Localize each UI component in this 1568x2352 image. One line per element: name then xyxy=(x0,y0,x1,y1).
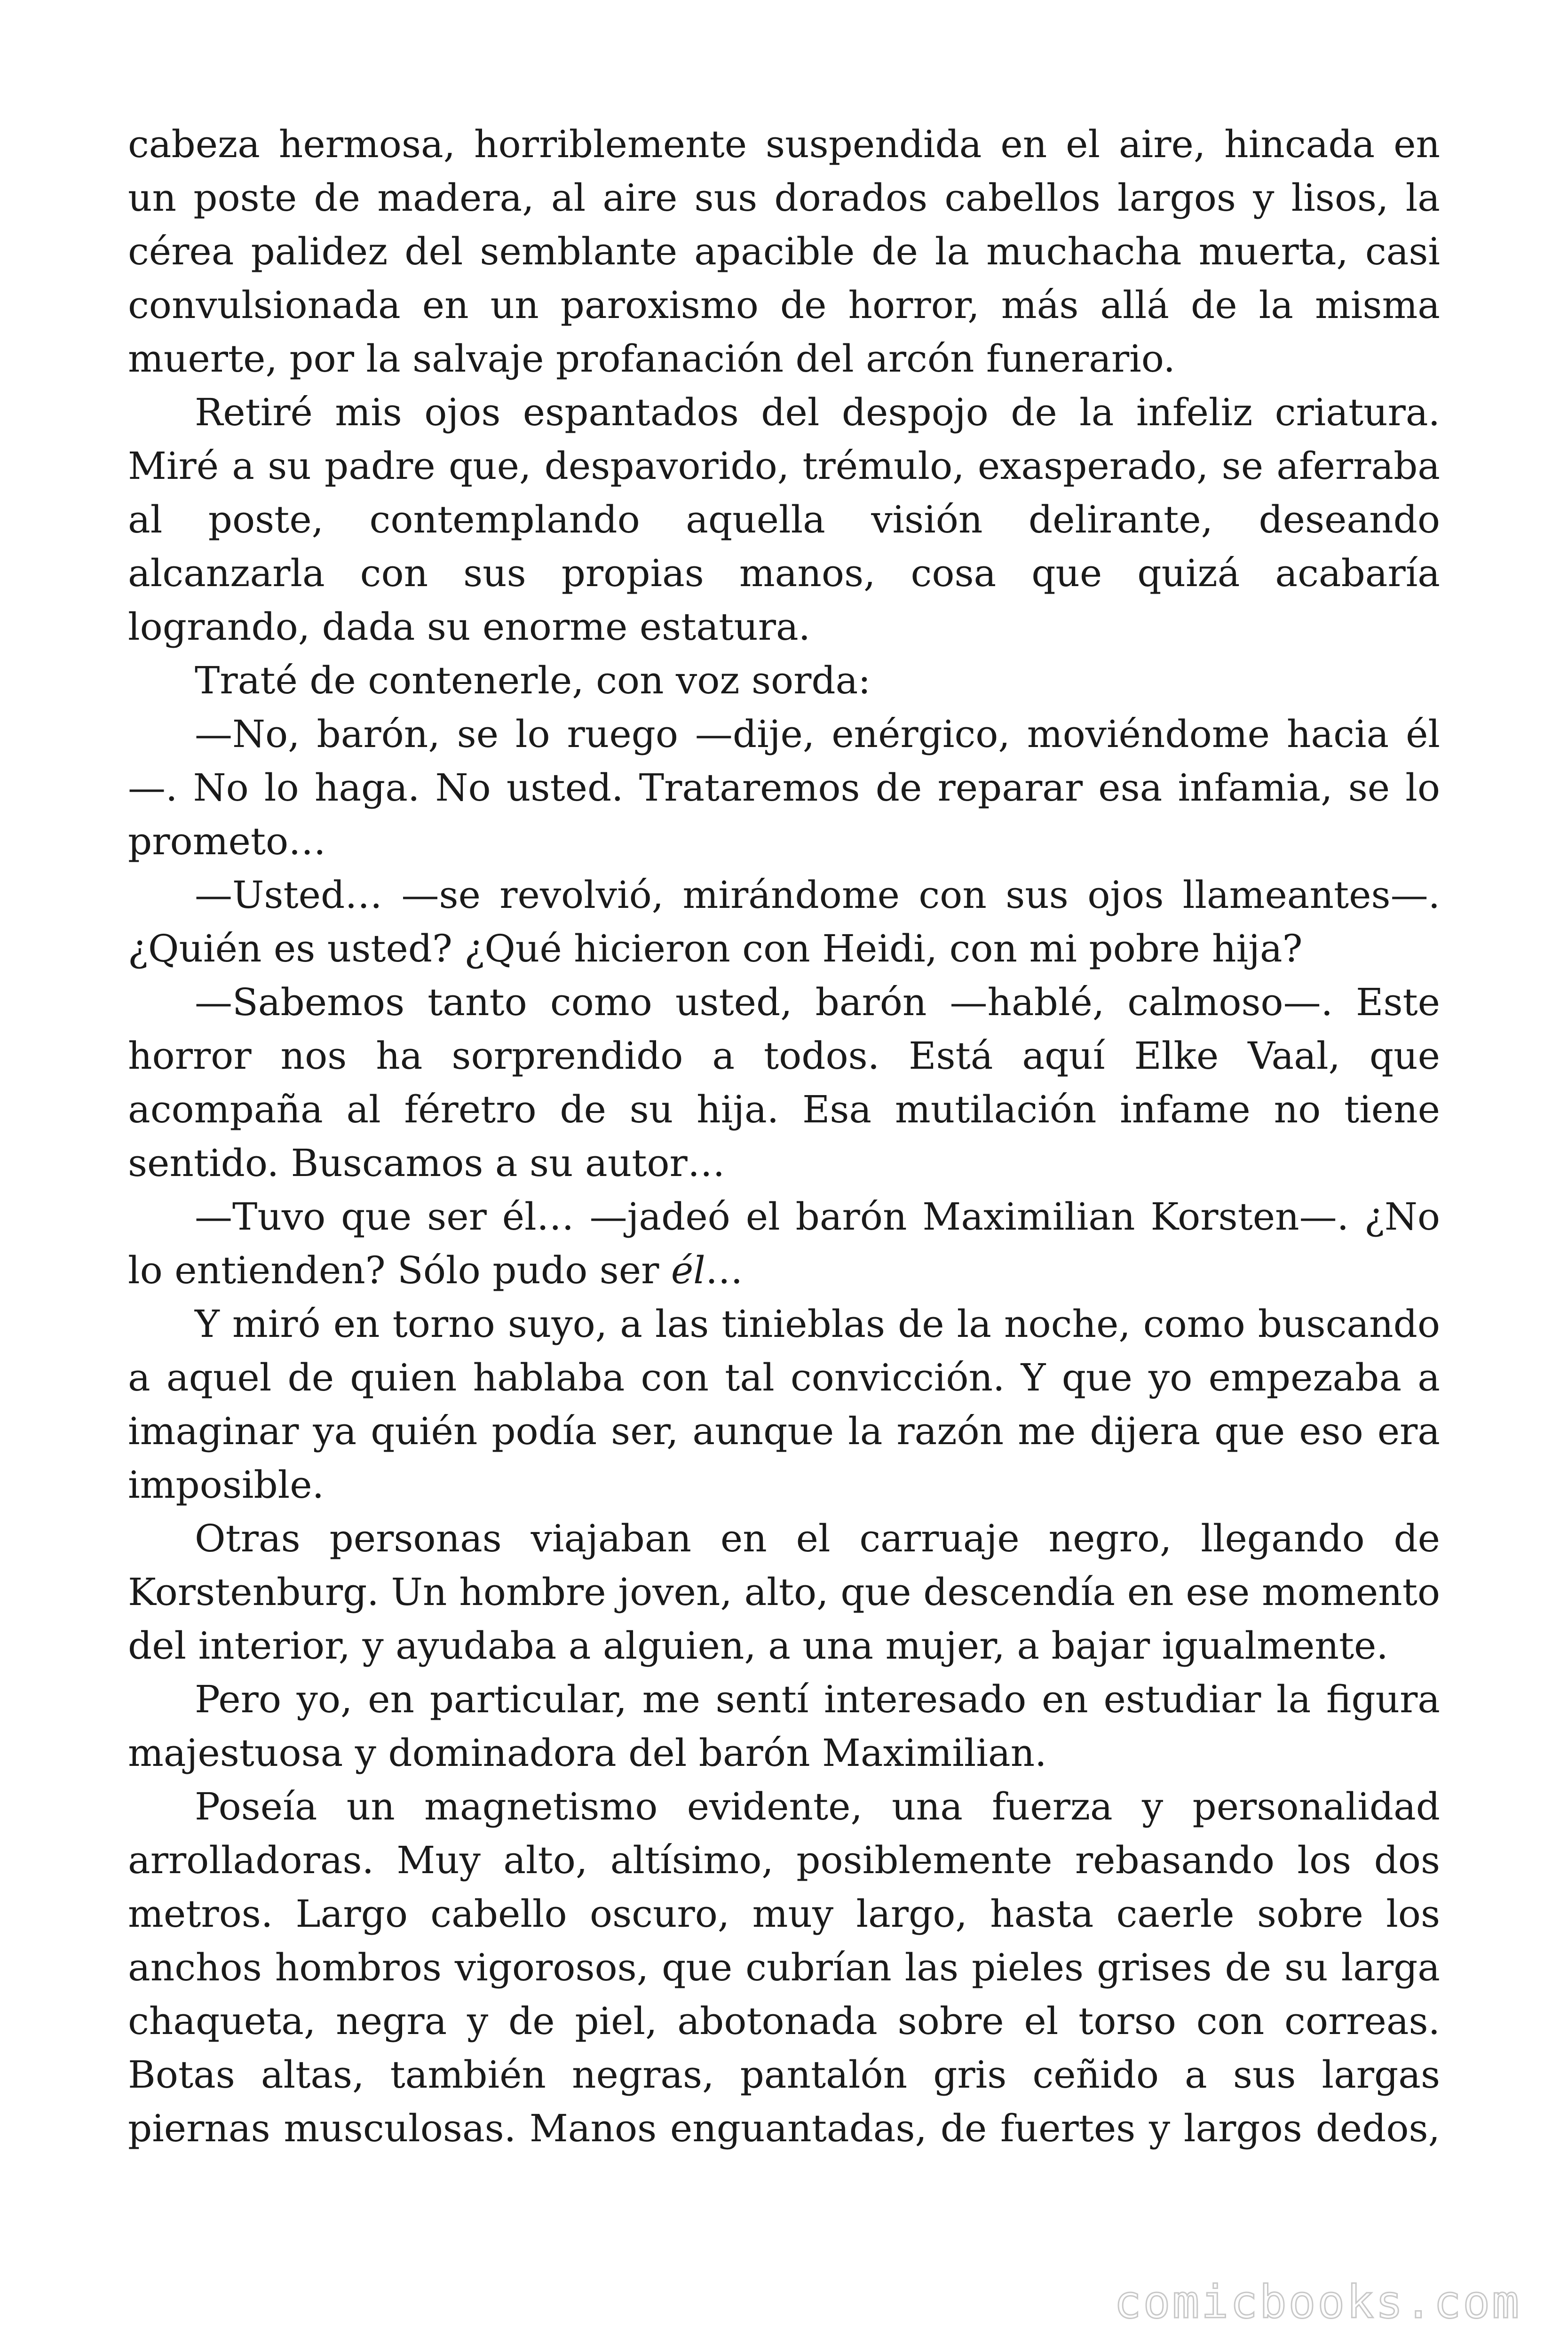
paragraph-text: cabeza hermosa, horriblemente suspendida en el aire, hincada en un poste de madera, al aire sus dorados cabellos largos y lisos, la cérea palidez del semblante apacible de la muchacha muerta, casi convulsionada en un paroxismo de horror, más allá de la misma muerte, por la salvaje profanación del arcón funerario. xyxy=(128,122,1440,381)
paragraph-text: —No, barón, se lo ruego —dije, enérgico, moviéndome hacia él —. No lo haga. No usted. Trataremos de reparar esa infamia, se lo prometo… xyxy=(128,712,1440,863)
paragraph-10 xyxy=(128,1673,1440,1780)
paragraph-text: … xyxy=(705,1248,743,1292)
paragraph-text: —Sabemos tanto como usted, barón —hablé, calmoso—. Este horror nos ha sorprendido a todos. Está aquí Elke Vaal, que acompaña al féretro de su hija. Esa mutilación infame no tiene sentido. Buscamos a su autor… xyxy=(128,980,1440,1185)
paragraph-text: Traté de contenerle, con voz sorda: xyxy=(195,659,871,702)
paragraph-5 xyxy=(128,868,1440,976)
paragraph-text: —Tuvo que ser él… —jadeó el barón Maximilian Korsten—. ¿No lo entienden? Sólo pudo ser xyxy=(128,1195,1440,1292)
paragraph-11 xyxy=(128,1780,1440,2155)
paragraph-8 xyxy=(128,1297,1440,1512)
page-body xyxy=(128,118,1440,2155)
paragraph-text: Retiré mis ojos espantados del despojo de la infeliz criatura. Miré a su padre que, despavorido, trémulo, exasperado, se aferraba al poste, contemplando aquella visión delirante, deseando alcanzarla con sus propias manos, cosa que quizá acabaría logrando, dada su enorme estatura. xyxy=(128,390,1440,649)
paragraph-text: Y miró en torno suyo, a las tinieblas de la noche, como buscando a aquel de quien hablaba con tal convicción. Y que yo empezaba a imaginar ya quién podía ser, aunque la razón me dijera que eso era imposible. xyxy=(128,1302,1440,1507)
paragraph-1 xyxy=(128,118,1440,386)
paragraph-text: Poseía un magnetismo evidente, una fuerza y personalidad arrolladoras. Muy alto, altísimo, posiblemente rebasando los dos metros. Largo cabello oscuro, muy largo, hasta caerle sobre los anchos hombros vigorosos, que cubrían las pieles grises de su larga chaqueta, negra y de piel, abotonada sobre el torso con correas. Botas altas, también negras, pantalón gris ceñido a sus largas piernas musculosas. Manos enguantadas, de fuertes y largos dedos, xyxy=(128,1785,1440,2150)
paragraph-4 xyxy=(128,707,1440,868)
paragraph-9 xyxy=(128,1512,1440,1673)
paragraph-text: —Usted… —se revolvió, mirándome con sus ojos llameantes—. ¿Quién es usted? ¿Qué hicieron con Heidi, con mi pobre hija? xyxy=(128,873,1440,970)
paragraph-text: Pero yo, en particular, me sentí interesado en estudiar la figura majestuosa y dominadora del barón Maximilian. xyxy=(128,1677,1440,1775)
paragraph-3 xyxy=(128,654,1440,707)
paragraph-2 xyxy=(128,386,1440,654)
paragraph-6 xyxy=(128,976,1440,1190)
emphasized-text: él xyxy=(671,1248,705,1292)
watermark: comicbooks.com xyxy=(1114,2276,1521,2328)
paragraph-text: Otras personas viajaban en el carruaje negro, llegando de Korstenburg. Un hombre joven, alto, que descendía en ese momento del interior, y ayudaba a alguien, a una mujer, a bajar igualmente. xyxy=(128,1517,1440,1668)
paragraph-7 xyxy=(128,1190,1440,1297)
